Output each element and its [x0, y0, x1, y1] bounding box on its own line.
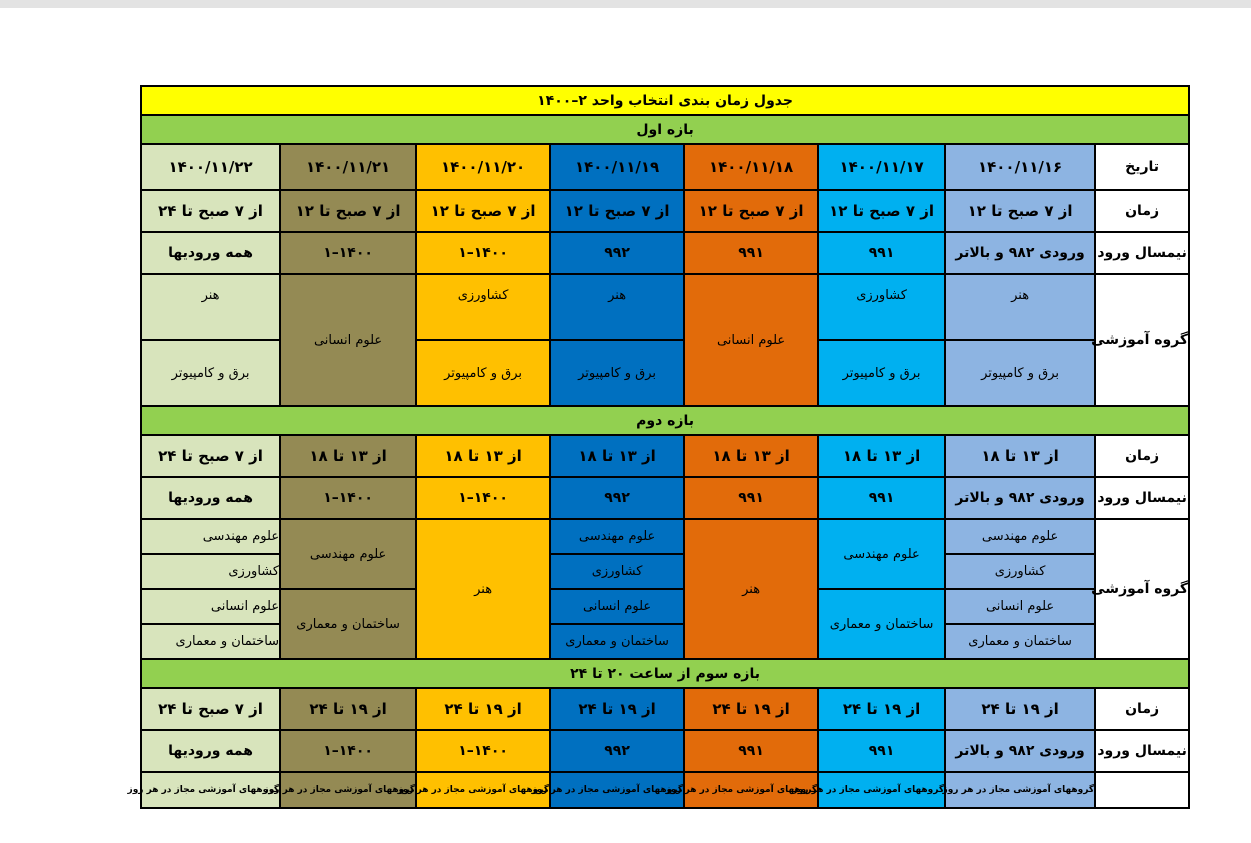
time-cell: از ۱۹ تا ۲۴: [280, 688, 416, 730]
group-cell: [141, 554, 280, 589]
group-name: ساختمان و معماری: [565, 634, 669, 649]
time-label: زمان: [1095, 688, 1189, 730]
group-name: کشاورزی: [228, 564, 280, 579]
entry-cell: همه ورودیها: [141, 730, 280, 772]
group-cell: [141, 624, 280, 659]
virtual-note: گروههای آموزشی مجاز در هر روز: [818, 772, 945, 808]
group-cell: [550, 519, 684, 554]
group-name: علوم انسانی: [716, 332, 786, 348]
time-cell: از ۷ صبح تا ۱۲: [416, 190, 550, 232]
group-name: برق و کامپیوتر: [171, 365, 250, 381]
time-cell: از ۱۹ تا ۲۴: [684, 688, 818, 730]
group-cell: [684, 519, 818, 659]
virtual-note: گروههای آموزشی مجاز در هر روز: [416, 772, 550, 808]
time-cell: از ۱۳ تا ۱۸: [550, 435, 684, 477]
entry-cell: ۹۹۲: [550, 477, 684, 519]
group-cell: [141, 274, 280, 340]
period3-title: بازه سوم از ساعت ۲۰ تا ۲۴: [141, 659, 1189, 688]
entry-cell: ۹۹۲: [550, 730, 684, 772]
period1-title: بازه اول: [141, 115, 1189, 144]
group-cell: [945, 554, 1095, 589]
group-name: علوم انسانی: [582, 599, 652, 614]
time-cell: از ۱۳ تا ۱۸: [945, 435, 1095, 477]
group-cell: [818, 589, 945, 659]
group-name: علوم مهندسی: [981, 529, 1059, 544]
entry-cell: ۱۴۰۰–۱: [416, 730, 550, 772]
entry-cell: ورودی ۹۸۲ و بالاتر: [945, 730, 1095, 772]
time-cell: از ۷ صبح تا ۲۴: [141, 190, 280, 232]
date-cell: ۱۴۰۰/۱۱/۱۶: [945, 144, 1095, 190]
empty-label-cell: [1095, 772, 1189, 808]
time-cell: از ۷ صبح تا ۱۲: [684, 190, 818, 232]
group-name: هنر: [201, 287, 220, 303]
group-name: کشاورزی: [591, 564, 643, 579]
group-cell: [818, 519, 945, 589]
virtual-note: گروههای آموزشی مجاز در هر روز: [141, 772, 280, 808]
group-cell: [280, 589, 416, 659]
group-name: برق و کامپیوتر: [842, 365, 921, 381]
entry-cell: ۹۹۱: [684, 232, 818, 274]
schedule-title: جدول زمان بندی انتخاب واحد ۲–۱۴۰۰: [141, 86, 1189, 115]
time-cell: از ۱۹ تا ۲۴: [945, 688, 1095, 730]
group-name: علوم مهندسی: [309, 546, 387, 562]
top-bar: [0, 0, 1251, 8]
time-cell: از ۱۳ تا ۱۸: [684, 435, 818, 477]
time-cell: از ۱۹ تا ۲۴: [818, 688, 945, 730]
group-cell: [945, 624, 1095, 659]
group-cell: [416, 519, 550, 659]
group-name: علوم مهندسی: [843, 546, 920, 562]
time-cell: از ۷ صبح تا ۱۲: [818, 190, 945, 232]
group-name: هنر: [608, 287, 627, 303]
group-name: علوم انسانی: [210, 599, 280, 614]
group-name: هنر: [1011, 287, 1030, 303]
group-cell: [416, 340, 550, 406]
group-cell: [141, 519, 280, 554]
group-name: علوم مهندسی: [578, 529, 656, 544]
entry-label: نیمسال ورود: [1095, 477, 1189, 519]
entry-label: نیمسال ورود: [1095, 232, 1189, 274]
entry-cell: ورودی ۹۸۲ و بالاتر: [945, 232, 1095, 274]
time-cell: از ۷ صبح تا ۱۲: [945, 190, 1095, 232]
group-name: هنر: [474, 581, 493, 597]
entry-cell: ۹۹۱: [684, 477, 818, 519]
group-cell: [550, 554, 684, 589]
group-cell: [280, 519, 416, 589]
entry-cell: ۱۴۰۰–۱: [416, 232, 550, 274]
group-cell: [945, 589, 1095, 624]
entry-cell: ۱۴۰۰–۱: [280, 730, 416, 772]
group-cell: [416, 274, 550, 340]
group-name: هنر: [742, 581, 761, 597]
time-cell: از ۱۳ تا ۱۸: [416, 435, 550, 477]
entry-cell: ۹۹۲: [550, 232, 684, 274]
time-cell: از ۱۹ تا ۲۴: [416, 688, 550, 730]
virtual-note: گروههای آموزشی مجاز در هر روز: [684, 772, 818, 808]
entry-cell: ۱۴۰۰–۱: [280, 477, 416, 519]
group-name: علوم انسانی: [313, 332, 383, 348]
group-name: ساختمان و معماری: [968, 634, 1072, 649]
date-cell: ۱۴۰۰/۱۱/۲۱: [280, 144, 416, 190]
group-cell: [280, 274, 416, 406]
time-cell: از ۷ صبح تا ۱۲: [550, 190, 684, 232]
group-cell: [945, 340, 1095, 406]
virtual-note: گروههای آموزشی مجاز در هر روز: [550, 772, 684, 808]
group-cell: [550, 340, 684, 406]
entry-cell: ۹۹۱: [684, 730, 818, 772]
group-name: برق و کامپیوتر: [578, 365, 657, 381]
schedule-table: [127, 85, 1190, 809]
group-cell: [818, 274, 945, 340]
entry-cell: ۹۹۱: [818, 477, 945, 519]
date-cell: ۱۴۰۰/۱۱/۱۹: [550, 144, 684, 190]
date-label: تاریخ: [1095, 144, 1189, 190]
group-cell: [945, 274, 1095, 340]
group-label: گروه آموزشی: [1095, 519, 1189, 659]
time-cell: از ۱۳ تا ۱۸: [280, 435, 416, 477]
group-label: گروه آموزشی: [1095, 274, 1189, 406]
group-cell: [945, 519, 1095, 554]
group-name: کشاورزی: [457, 287, 509, 303]
group-name: برق و کامپیوتر: [444, 365, 523, 381]
entry-cell: ۹۹۱: [818, 730, 945, 772]
time-label: زمان: [1095, 190, 1189, 232]
group-name: علوم مهندسی: [202, 529, 280, 544]
group-cell: [550, 624, 684, 659]
group-name: کشاورزی: [856, 287, 907, 303]
group-cell: [818, 340, 945, 406]
entry-cell: ۹۹۱: [818, 232, 945, 274]
period2-title: بازه دوم: [141, 406, 1189, 435]
time-cell: از ۱۳ تا ۱۸: [818, 435, 945, 477]
time-cell: از ۷ صبح تا ۱۲: [280, 190, 416, 232]
entry-cell: ورودی ۹۸۲ و بالاتر: [945, 477, 1095, 519]
group-name: کشاورزی: [994, 564, 1046, 579]
entry-label: نیمسال ورود: [1095, 730, 1189, 772]
group-name: ساختمان و معماری: [296, 616, 400, 632]
date-cell: ۱۴۰۰/۱۱/۱۷: [818, 144, 945, 190]
virtual-note: گروههای آموزشی مجاز در هر روز: [280, 772, 416, 808]
entry-cell: همه ورودیها: [141, 477, 280, 519]
time-cell: از ۱۹ تا ۲۴: [550, 688, 684, 730]
time-cell: از ۷ صبح تا ۲۴: [141, 435, 280, 477]
date-cell: ۱۴۰۰/۱۱/۲۲: [141, 144, 280, 190]
date-cell: ۱۴۰۰/۱۱/۱۸: [684, 144, 818, 190]
entry-cell: ۱۴۰۰–۱: [280, 232, 416, 274]
group-cell: [550, 589, 684, 624]
group-name: برق و کامپیوتر: [981, 365, 1060, 381]
time-label: زمان: [1095, 435, 1189, 477]
date-cell: ۱۴۰۰/۱۱/۲۰: [416, 144, 550, 190]
group-name: علوم انسانی: [985, 599, 1055, 614]
group-name: ساختمان و معماری: [829, 616, 934, 632]
group-cell: [141, 589, 280, 624]
time-cell: از ۷ صبح تا ۲۴: [141, 688, 280, 730]
group-cell: [550, 274, 684, 340]
entry-cell: ۱۴۰۰–۱: [416, 477, 550, 519]
virtual-note: گروههای آموزشی مجاز در هر روز: [945, 772, 1095, 808]
group-name: ساختمان و معماری: [175, 634, 280, 649]
group-cell: [684, 274, 818, 406]
entry-cell: همه ورودیها: [141, 232, 280, 274]
group-cell: [141, 340, 280, 406]
